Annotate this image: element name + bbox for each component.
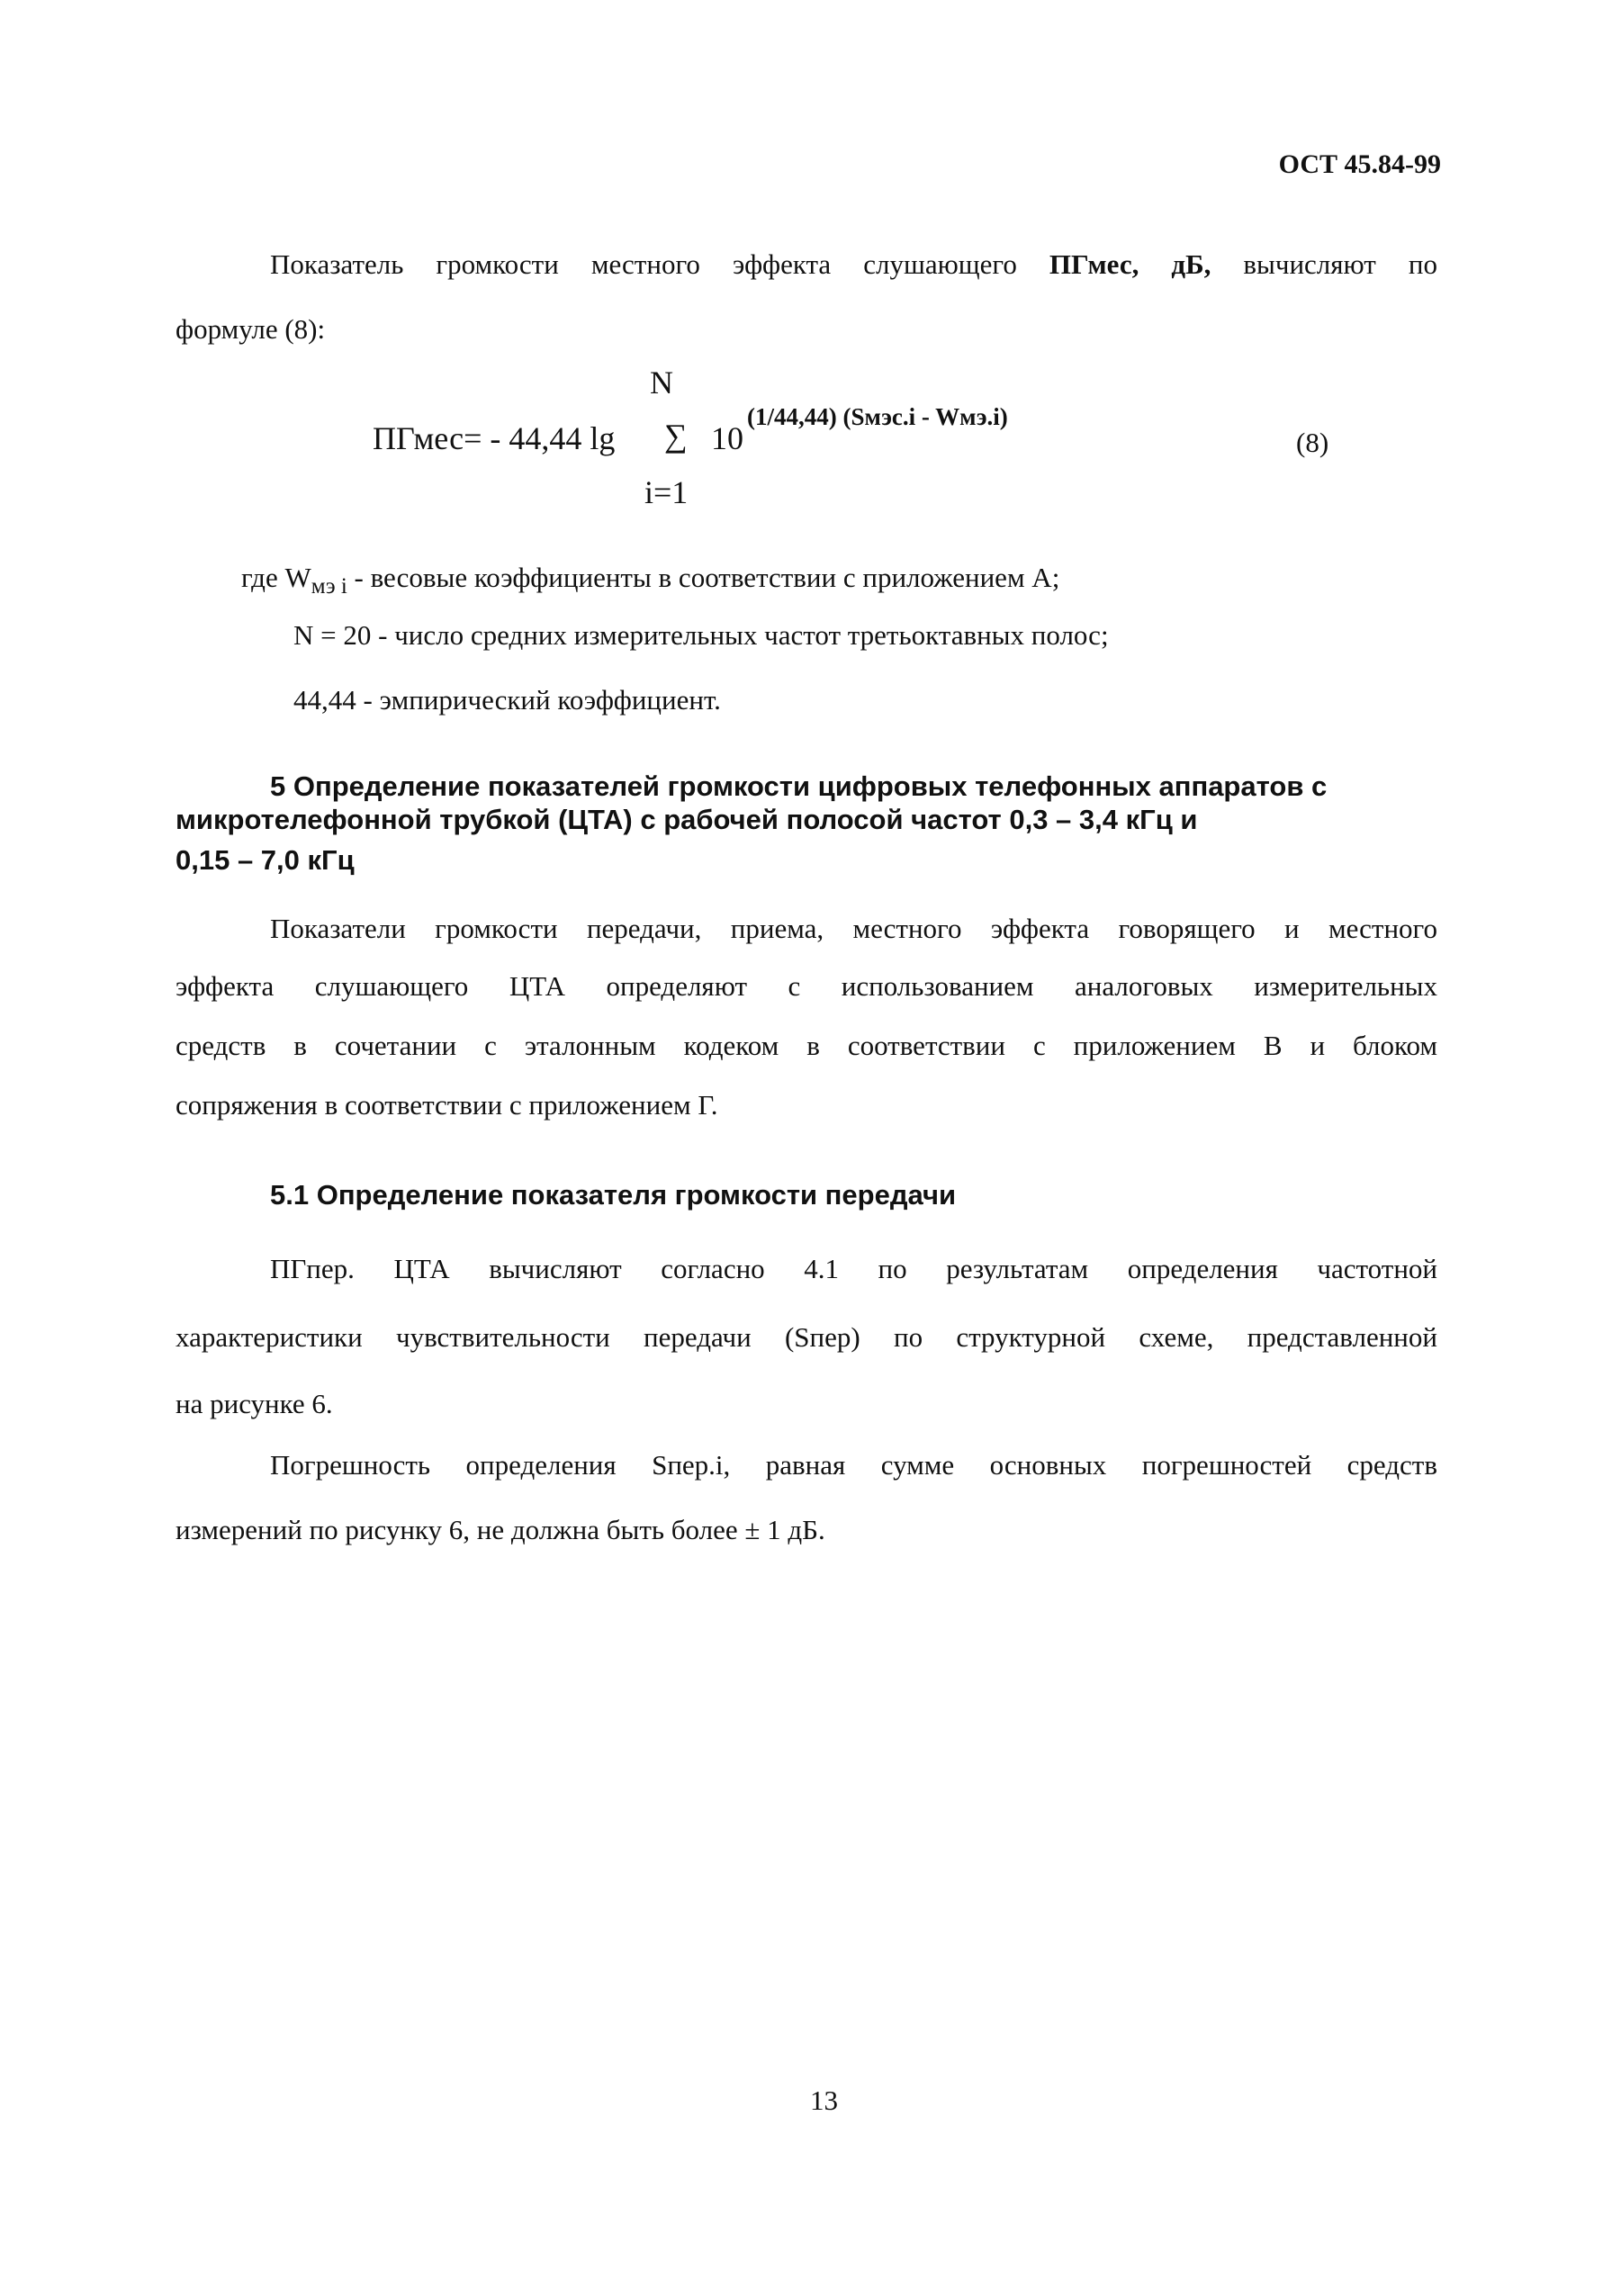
where-w-text: - весовые коэффициенты в соответствии с приложением А; [347, 562, 1060, 593]
where-n: N = 20 - число средних измерительных частот третьоктавных полос; [293, 619, 1109, 651]
where-w-prefix: где W [241, 562, 311, 593]
where-w-subscript: мэ i [311, 574, 347, 599]
section5-para-line-4: сопряжения в соответствии с приложением Г. [176, 1089, 718, 1121]
section51-title: 5.1 Определение показателя громкости передачи [270, 1179, 957, 1211]
section51-p2-line-2: измерений по рисунку 6, не должна быть более ± 1 дБ. [176, 1514, 825, 1545]
section51-p2-line-1: Погрешность определения Sпер.i, равная сумме основных погрешностей средств [270, 1449, 1437, 1481]
formula-number: (8) [1296, 427, 1329, 458]
intro-text-start: Показатель громкости местного эффекта слушающего [270, 248, 1049, 280]
formula-upper-limit: N [650, 365, 673, 401]
formula-lower-limit: i=1 [644, 474, 689, 510]
document-number: ОСТ 45.84-99 [1278, 149, 1441, 179]
section51-p1-line-1: ПГпер. ЦТА вычисляют согласно 4.1 по результатам определения частотной [270, 1253, 1437, 1284]
section5-para-line-3: средств в сочетании с эталонным кодеком в соответствии с приложением В и блоком [176, 1030, 1437, 1061]
formula-lhs: ПГмес= - 44,44 lg [373, 420, 616, 456]
where-weights [241, 563, 1059, 598]
intro-line-2: формуле (8): [176, 313, 326, 345]
section5-para-line-1: Показатели громкости передачи, приема, местного эффекта говорящего и местного [270, 913, 1437, 944]
intro-text-end: вычисляют по [1211, 248, 1437, 280]
where-coef: 44,44 - эмпирический коэффициент. [293, 684, 721, 716]
section5-title-line-1: 5 Определение показателей громкости цифровых телефонных аппаратов с [270, 770, 1328, 802]
section5-title-line-3: 0,15 – 7,0 кГц [176, 844, 355, 876]
section5-para-line-2: эффекта слушающего ЦТА определяют с использованием аналоговых измерительных [176, 970, 1437, 1002]
intro-symbol: ПГмес, дБ, [1049, 248, 1211, 280]
formula-base: 10 [711, 420, 743, 456]
section51-p1-line-3: на рисунке 6. [176, 1388, 333, 1419]
page-number: 13 [810, 2084, 838, 2116]
intro-line-1 [270, 250, 1437, 278]
formula-exponent: (1/44,44) (Sмэс.i - Wмэ.i) [747, 403, 1008, 430]
section51-p1-line-2: характеристики чувствительности передачи (Sпер) по структурной схеме, представленной [176, 1321, 1437, 1353]
section5-title-line-2: микротелефонной трубкой (ЦТА) с рабочей полосой частот 0,3 – 3,4 кГц и [176, 804, 1198, 835]
formula-sum-sign: ∑ [664, 418, 688, 454]
